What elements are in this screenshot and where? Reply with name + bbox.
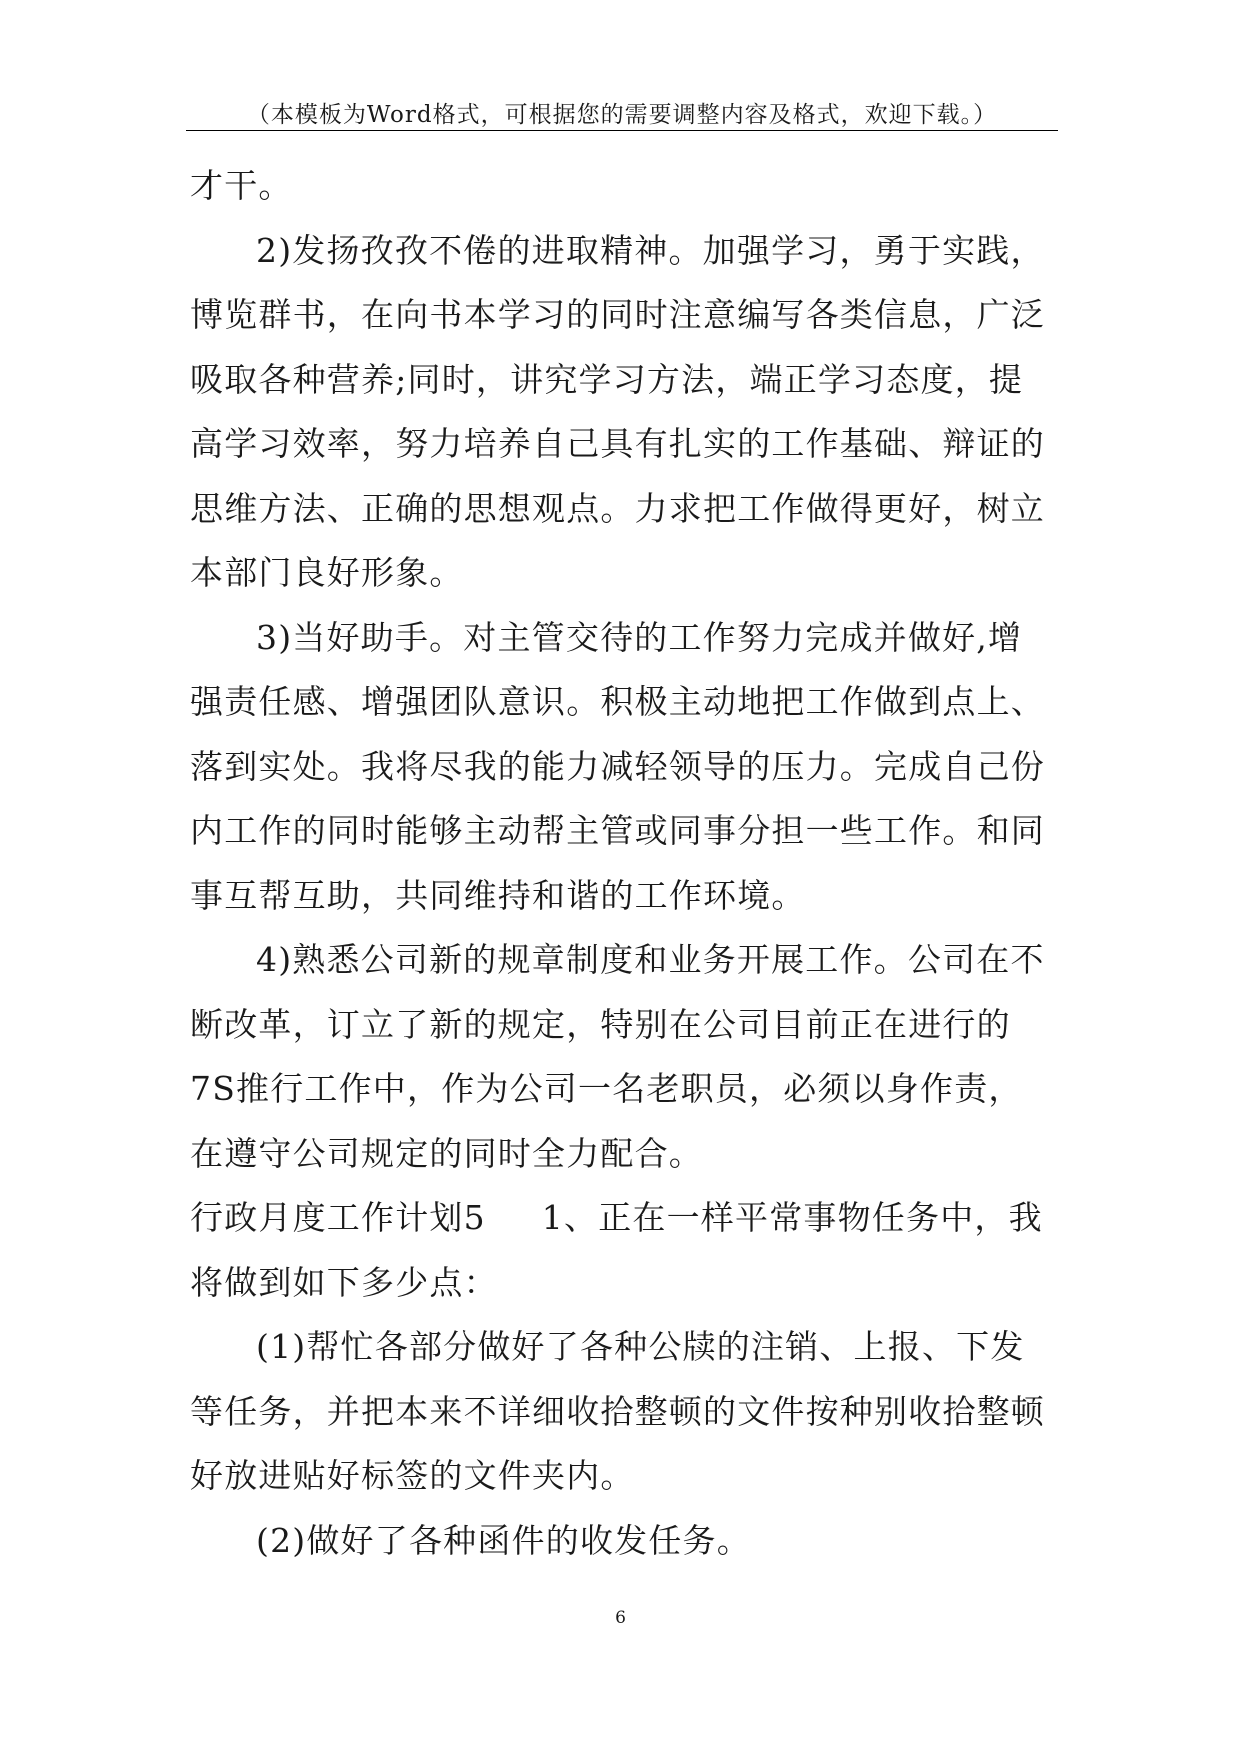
- header-divider: [186, 130, 1058, 131]
- section-intro: 1、正在一样平常事物任务中，我将做到如下多少点：: [190, 1198, 1043, 1302]
- page-number: 6: [615, 1608, 626, 1628]
- section-heading-line: [190, 1186, 1056, 1315]
- paragraph-continuation: 才干。: [190, 166, 293, 205]
- document-body: [190, 154, 1056, 1573]
- paragraph-sub-item-1: (1)帮忙各部分做好了各种公牍的注销、上报、下发等任务，并把本来不详细收拾整顿的文件按种别收拾整顿好放进贴好标签的文件夹内。: [190, 1327, 1045, 1495]
- paragraph-item-3: 3)当好助手。对主管交待的工作努力完成并做好,增强责任感、增强团队意识。积极主动地把工作做到点上、落到实处。我将尽我的能力减轻领导的压力。完成自己份内工作的同时能够主动帮主管或同事分担一些工作。和同事互帮互助，共同维持和谐的工作环境。: [190, 617, 1045, 915]
- paragraph-item-2: 2)发扬孜孜不倦的进取精神。加强学习，勇于实践，博览群书，在向书本学习的同时注意编写各类信息，广泛吸取各种营养;同时，讲究学习方法，端正学习态度，提高学习效率，努力培养自己具有扎实的工作基础、辩证的思维方法、正确的思想观点。力求把工作做得更好，树立本部门良好形象。: [190, 230, 1045, 592]
- paragraph-item-4: 4)熟悉公司新的规章制度和业务开展工作。公司在不断改革，订立了新的规定，特别在公司目前正在进行的7S推行工作中，作为公司一名老职员，必须以身作责，在遵守公司规定的同时全力配合。: [190, 940, 1045, 1173]
- paragraph-sub-item-2: (2)做好了各种函件的收发任务。: [256, 1520, 751, 1560]
- section-title: 行政月度工作计划5: [190, 1198, 486, 1237]
- page-header: （本模板为Word格式，可根据您的需要调整内容及格式，欢迎下载。）: [246, 102, 998, 128]
